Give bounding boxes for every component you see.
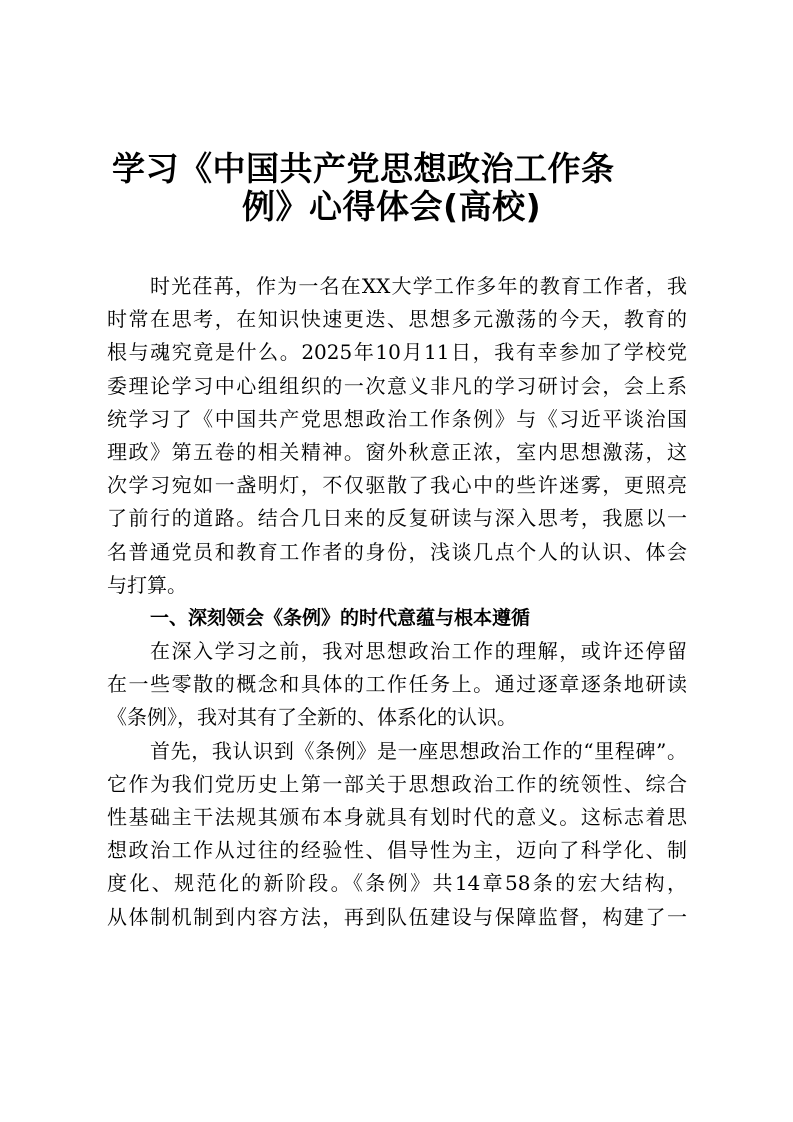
paragraph-line: 度化、规范化的新阶段。《条例》共14章58条的宏大结构， bbox=[107, 871, 687, 896]
paragraph-line: 性基础主干法规其颁布本身就具有划时代的意义。这标志着思 bbox=[107, 805, 687, 829]
paragraph-line: 在一些零散的概念和具体的工作任务上。通过逐章逐条地研读 bbox=[107, 672, 687, 697]
paragraph-line: 它作为我们党历史上第一部关于思想政治工作的统领性、综合 bbox=[107, 771, 687, 796]
document-body bbox=[107, 270, 687, 934]
paragraph-line: 时常在思考，在知识快速更迭、思想多元激荡的今天，教育的 bbox=[107, 307, 687, 332]
paragraph-line: 想政治工作从过往的经验性、倡导性为主，迈向了科学化、制 bbox=[107, 838, 687, 863]
paragraph-line: 了前行的道路。结合几日来的反复研读与深入思考，我愿以一 bbox=[107, 506, 687, 531]
paragraph-line: 时光荏苒，作为一名在XX大学工作多年的教育工作者，我 bbox=[150, 274, 687, 298]
paragraph-line: 在深入学习之前，我对思想政治工作的理解，或许还停留 bbox=[150, 639, 687, 664]
paragraph-line: 理政》第五卷的相关精神。窗外秋意正浓，室内思想激荡，这 bbox=[107, 439, 687, 464]
paragraph-line: 根与魂究竟是什么。2025年10月11日，我有幸参加了学校党 bbox=[107, 340, 687, 365]
section-heading: 一、深刻领会《条例》的时代意蕴与根本遵循 bbox=[150, 606, 531, 629]
paragraph-line: 首先，我认识到《条例》是一座思想政治工作的“里程碑”。 bbox=[150, 738, 687, 763]
paragraph-line: 统学习了《中国共产党思想政治工作条例》与《习近平谈治国 bbox=[107, 406, 687, 431]
paragraph-line: 从体制机制到内容方法，再到队伍建设与保障监督，构建了一 bbox=[107, 904, 687, 929]
document-title-line-2: 例》心得体会(高校) bbox=[242, 187, 542, 226]
paragraph-line: 《条例》，我对其有了全新的、体系化的认识。 bbox=[107, 705, 517, 730]
document-title-line-1: 学习《中国共产党思想政治工作条 bbox=[112, 149, 615, 188]
paragraph-line: 与打算。 bbox=[107, 572, 187, 597]
paragraph-line: 委理论学习中心组组织的一次意义非凡的学习研讨会，会上系 bbox=[107, 373, 687, 398]
paragraph-line: 名普通党员和教育工作者的身份，浅谈几点个人的认识、体会 bbox=[107, 539, 687, 564]
paragraph-line: 次学习宛如一盏明灯，不仅驱散了我心中的些许迷雾，更照亮 bbox=[107, 473, 687, 498]
